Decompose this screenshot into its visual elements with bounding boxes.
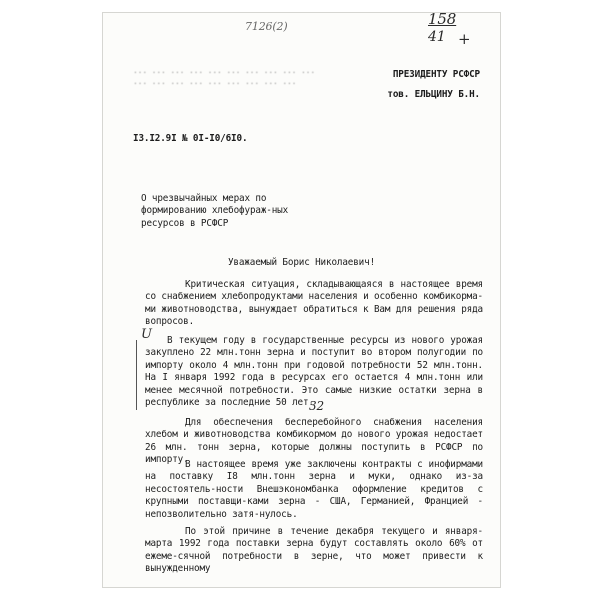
paragraph-5: По этой причине в течение декабря текущего и января-марта 1992 года поставки зерна будут составлять около 60% от ежеме-сячной потребности в зерне, что может привести к вынужденному [145,526,483,575]
addressee-line-1: ПРЕЗИДЕНТУ РСФСР [392,69,480,80]
handwritten-margin-mark: U [141,327,152,342]
paragraph-2: В текущем году в государственные ресурсы из нового урожая закуплено 22 млн.тонн зерна и поступит во втором полугодии по импорту около 4 млн.тонн при годовой потребности 52 млн.тонн. На I января 1992 года в ресурсах его остается 4 млн.тонн или менее месячной потребности. Это самые низкие остатки зерна в республике за последние 50 лет. [145,335,483,409]
salutation: Уважаемый Борис Николаевич! [227,257,376,268]
subject: О чрезвычайных мерах по формированию хлебофураж-ных ресурсов в РСФСР [141,193,289,229]
faded-header-line: ... ... ... ... ... ... ... ... ... [133,77,297,86]
addressee-line-2: тов. ЕЛЬЦИНУ Б.Н. [387,89,480,100]
handwritten-initials: 41 [428,29,446,45]
margin-bracket [136,340,143,410]
handwritten-archive-number: 7126(2) [245,20,288,33]
paragraph-1: Критическая ситуация, складывающаяся в настоящее время со снабжением хлебопродуктами населения и особенно комбикорма-ми животноводства, вынуждает обратиться к Вам для решения ряда вопросов. [145,279,483,328]
paragraph-4: В настоящее время уже заключены контракты с инофирмами на поставку I8 млн.тонн зерна и муки, однако из-за несостоятель-ности Внешэкономбанка оформление кредитов с крупными поставщи-ками зерна - США, Германией, Францией - непозволительно затя-нулось. [145,459,483,520]
handwritten-end-mark: 32 [309,399,324,413]
handwritten-page-number: 158 [428,10,457,28]
faded-header-line: ... ... ... ... ... ... ... ... ... ... [133,66,315,75]
paragraph-3: Для обеспечения бесперебойного снабжения населения хлебом и животноводства комбикормом до нового урожая недостает 26 млн. тонн зерна, которые должны поступить в РСФСР по импорту. [145,417,483,466]
date-and-number: I3.I2.9I № 0I-I0/6I0. [133,133,248,144]
faded-header [133,65,433,87]
document-page [103,10,500,587]
handwritten-cross-mark: + [458,30,471,48]
